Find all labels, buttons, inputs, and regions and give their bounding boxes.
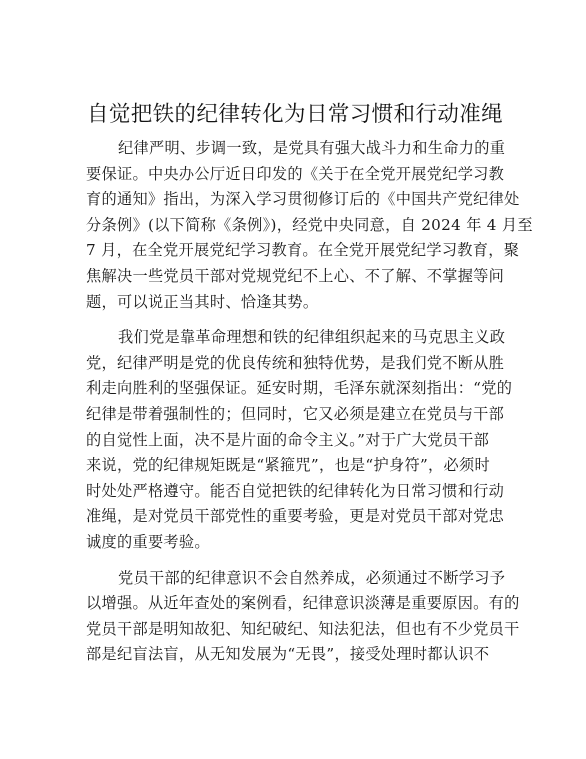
paragraph-line: 纪律是带着强制性的；但同时，它又必须是建立在党员与干部 <box>86 404 505 423</box>
paragraph-line: 党员干部是明知故犯、知纪破纪、知法犯法，但也有不少党员干 <box>86 619 520 638</box>
page-title: 自觉把铁的纪律转化为日常习惯和行动准绳 <box>86 102 504 127</box>
paragraph-line: 准绳，是对党员干部党性的重要考验，更是对党员干部对党忠 <box>86 507 505 526</box>
paragraph-line: 育的通知》指出，为深入学习贯彻修订后的《中国共产党纪律处 <box>86 190 520 209</box>
paragraph-line: 诚度的重要考验。 <box>86 532 210 551</box>
paragraph <box>86 325 513 555</box>
paragraph-line: 来说，党的纪律规矩既是“紧箍咒”，也是“护身符”，必须时 <box>86 456 490 475</box>
paragraph-line: 纪律严明、步调一致，是党具有强大战斗力和生命力的重 <box>118 139 506 157</box>
paragraph-line: 题，可以说正当其时、恰逢其势。 <box>86 292 319 311</box>
paragraph-line: 我们党是靠革命理想和铁的纪律组织起来的马克思主义政 <box>118 328 506 347</box>
paragraph-line: 利走向胜利的坚强保证。延安时期，毛泽东就深刻指出：“党的 <box>86 379 513 398</box>
paragraph-line: 7 月，在全党开展党纪学习教育。在全党开展党纪学习教育，聚 <box>86 241 520 260</box>
paragraph-line: 党，纪律严明是党的优良传统和独特优势，是我们党不断从胜 <box>86 353 505 372</box>
paragraph-line: 以增强。从近年查处的案例看，纪律意识淡薄是重要原因。有的 <box>86 594 520 613</box>
paragraph-line: 分条例》(以下简称《条例》)，经党中央同意，自 2024 年 4 月至 <box>86 215 533 234</box>
paragraph-line: 部是纪盲法盲，从无知发展为“无畏”，接受处理时都认识不 <box>86 645 490 664</box>
paragraph-line: 时处处严格遵守。能否自觉把铁的纪律转化为日常习惯和行动 <box>86 481 505 500</box>
paragraph <box>86 136 533 315</box>
paragraph-line: 要保证。中央办公厅近日印发的《关于在全党开展党纪学习教 <box>86 164 505 183</box>
paragraph <box>86 566 520 668</box>
paragraph-line: 焦解决一些党员干部对党规党纪不上心、不了解、不掌握等问 <box>86 266 505 285</box>
paragraph-line: 党员干部的纪律意识不会自然养成，必须通过不断学习予 <box>118 568 506 587</box>
article-body <box>86 136 533 678</box>
paragraph-line: 的自觉性上面，决不是片面的命令主义。”对于广大党员干部 <box>86 430 490 449</box>
